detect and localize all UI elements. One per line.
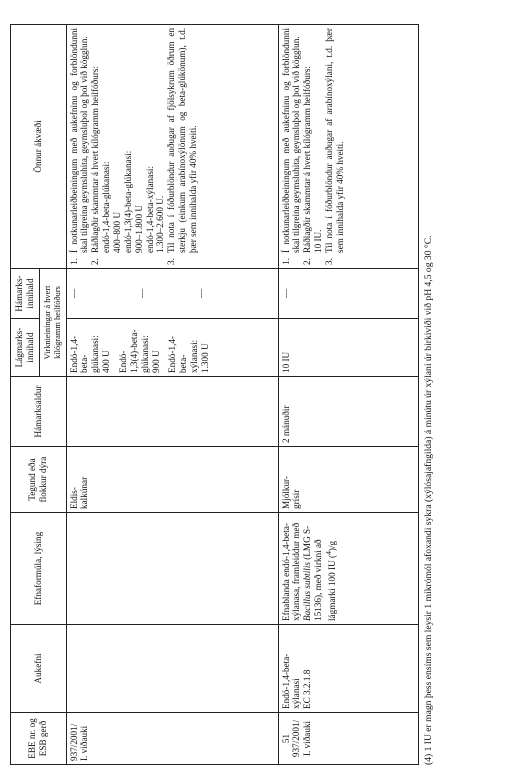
header-max-content: Hámarks-innihald: [11, 269, 40, 319]
formula-cell: [66, 513, 278, 625]
min-content-item: Endó-1,4- beta- xýlanasi: 1.300 U: [167, 336, 210, 373]
provision-item: 1. Í notkunarleiðbeiningum með aukefninu og forblöndunni skal tilgreina geymsluhita, geymsluþol og þol við kögglun.: [68, 28, 90, 265]
ebe-cell: 937/2001/ I. viðauki: [66, 713, 278, 765]
provision-item: 1. Í notkunarleiðbeiningum með aukefninu og forblöndunni skal tilgreina geymsluhita, geymsluþol og þol við kögglun.: [280, 28, 302, 265]
min-content-item: Endó- 1,3(4)-beta- glúkanasi: 900 U: [117, 329, 161, 373]
header-species: Tegund eða flokkur dýra: [11, 447, 67, 513]
max-content-item: —: [68, 288, 79, 299]
formula-cell: Efnablanda endó-1,4-beta-xýlanasa, framleiddur með Bacillus subtilis (LMG S-15136), með virkni að lágmarki 100 IU ($^4$)/g: [278, 513, 418, 625]
ebe-cell: 51 937/2001/ I. viðauki: [278, 713, 418, 765]
header-max-age: Hámarksaldur: [11, 377, 67, 447]
species-cell: Mjólkur- grísir: [278, 447, 418, 513]
max-age-cell: 2 mánuðir: [278, 377, 418, 447]
additive-cell: Endó-1,4-beta- xýlanasi EC 3.2.1.8: [278, 625, 418, 713]
other-provisions-cell: [278, 25, 418, 269]
additive-table: [10, 24, 419, 765]
header-min-content: Lágmarks-innihald: [11, 319, 40, 377]
table-row: [66, 25, 278, 765]
max-age-cell: [66, 377, 278, 447]
max-content-cell: [278, 269, 418, 319]
provision-item: 2. Ráðlagðir skammtar á hvert kílógramm heilfóðurs: endó-1,4-beta-glúkanasi: 400–800 U endó-1,3(4)-beta-glúkanasi: 900–1.800 U endó-1,4-beta-xýlanasi: 1.300–2.600 U.: [90, 65, 166, 265]
provision-item: 3. Til nota í fóðurblöndur auðugar af arabínoxýlani, t.d. þær sem innihalda yfir 40% hveiti.: [323, 28, 345, 265]
max-content-item: —: [196, 288, 207, 299]
max-content-cell: [66, 269, 278, 319]
max-content-item: —: [137, 288, 148, 299]
provision-item: 3. Til nota í fóðurblöndur auðugar af fjölsykrum öðrum en sterkju (einkum arabínoxýlönum og beta-glúkönum), t.d. þær sem innihalda yfir 40% hveiti.: [166, 28, 198, 265]
min-content-item: 10 IU: [280, 351, 291, 373]
min-content-cell: [66, 319, 278, 377]
other-provisions-cell: [66, 25, 278, 269]
header-additive: Aukefni: [11, 625, 67, 713]
species-cell: Eldis- kalkúnar: [66, 447, 278, 513]
header-units: Virknieiningar á hvert kílógramm heilfóðurs: [39, 269, 66, 377]
min-content-item: Endó-1,4- beta- glúkanasi: 400 U: [68, 335, 112, 373]
footnote: (4) 1 IU er magn þess ensíms sem leysir 1 míkrómól afoxandi sykra (xýlósajafngilda) á mínútu úr xýlani úr birkiviði við pH 4,5 og 30 °C.: [423, 235, 434, 765]
header-other: Önnur ákvæði: [11, 25, 67, 269]
max-content-item: —: [280, 288, 291, 299]
header-ebe: EBE nr. og ESB gerð: [11, 713, 67, 765]
header-formula: Efnaformúla, lýsing: [11, 513, 67, 625]
header-row: [11, 25, 40, 765]
table-row: [278, 25, 418, 765]
provision-item: 2. Ráðlagðir skammtar á hvert kílógramm heilfóðurs: 10 IU.: [302, 65, 324, 265]
additive-cell: [66, 625, 278, 713]
min-content-cell: [278, 319, 418, 377]
